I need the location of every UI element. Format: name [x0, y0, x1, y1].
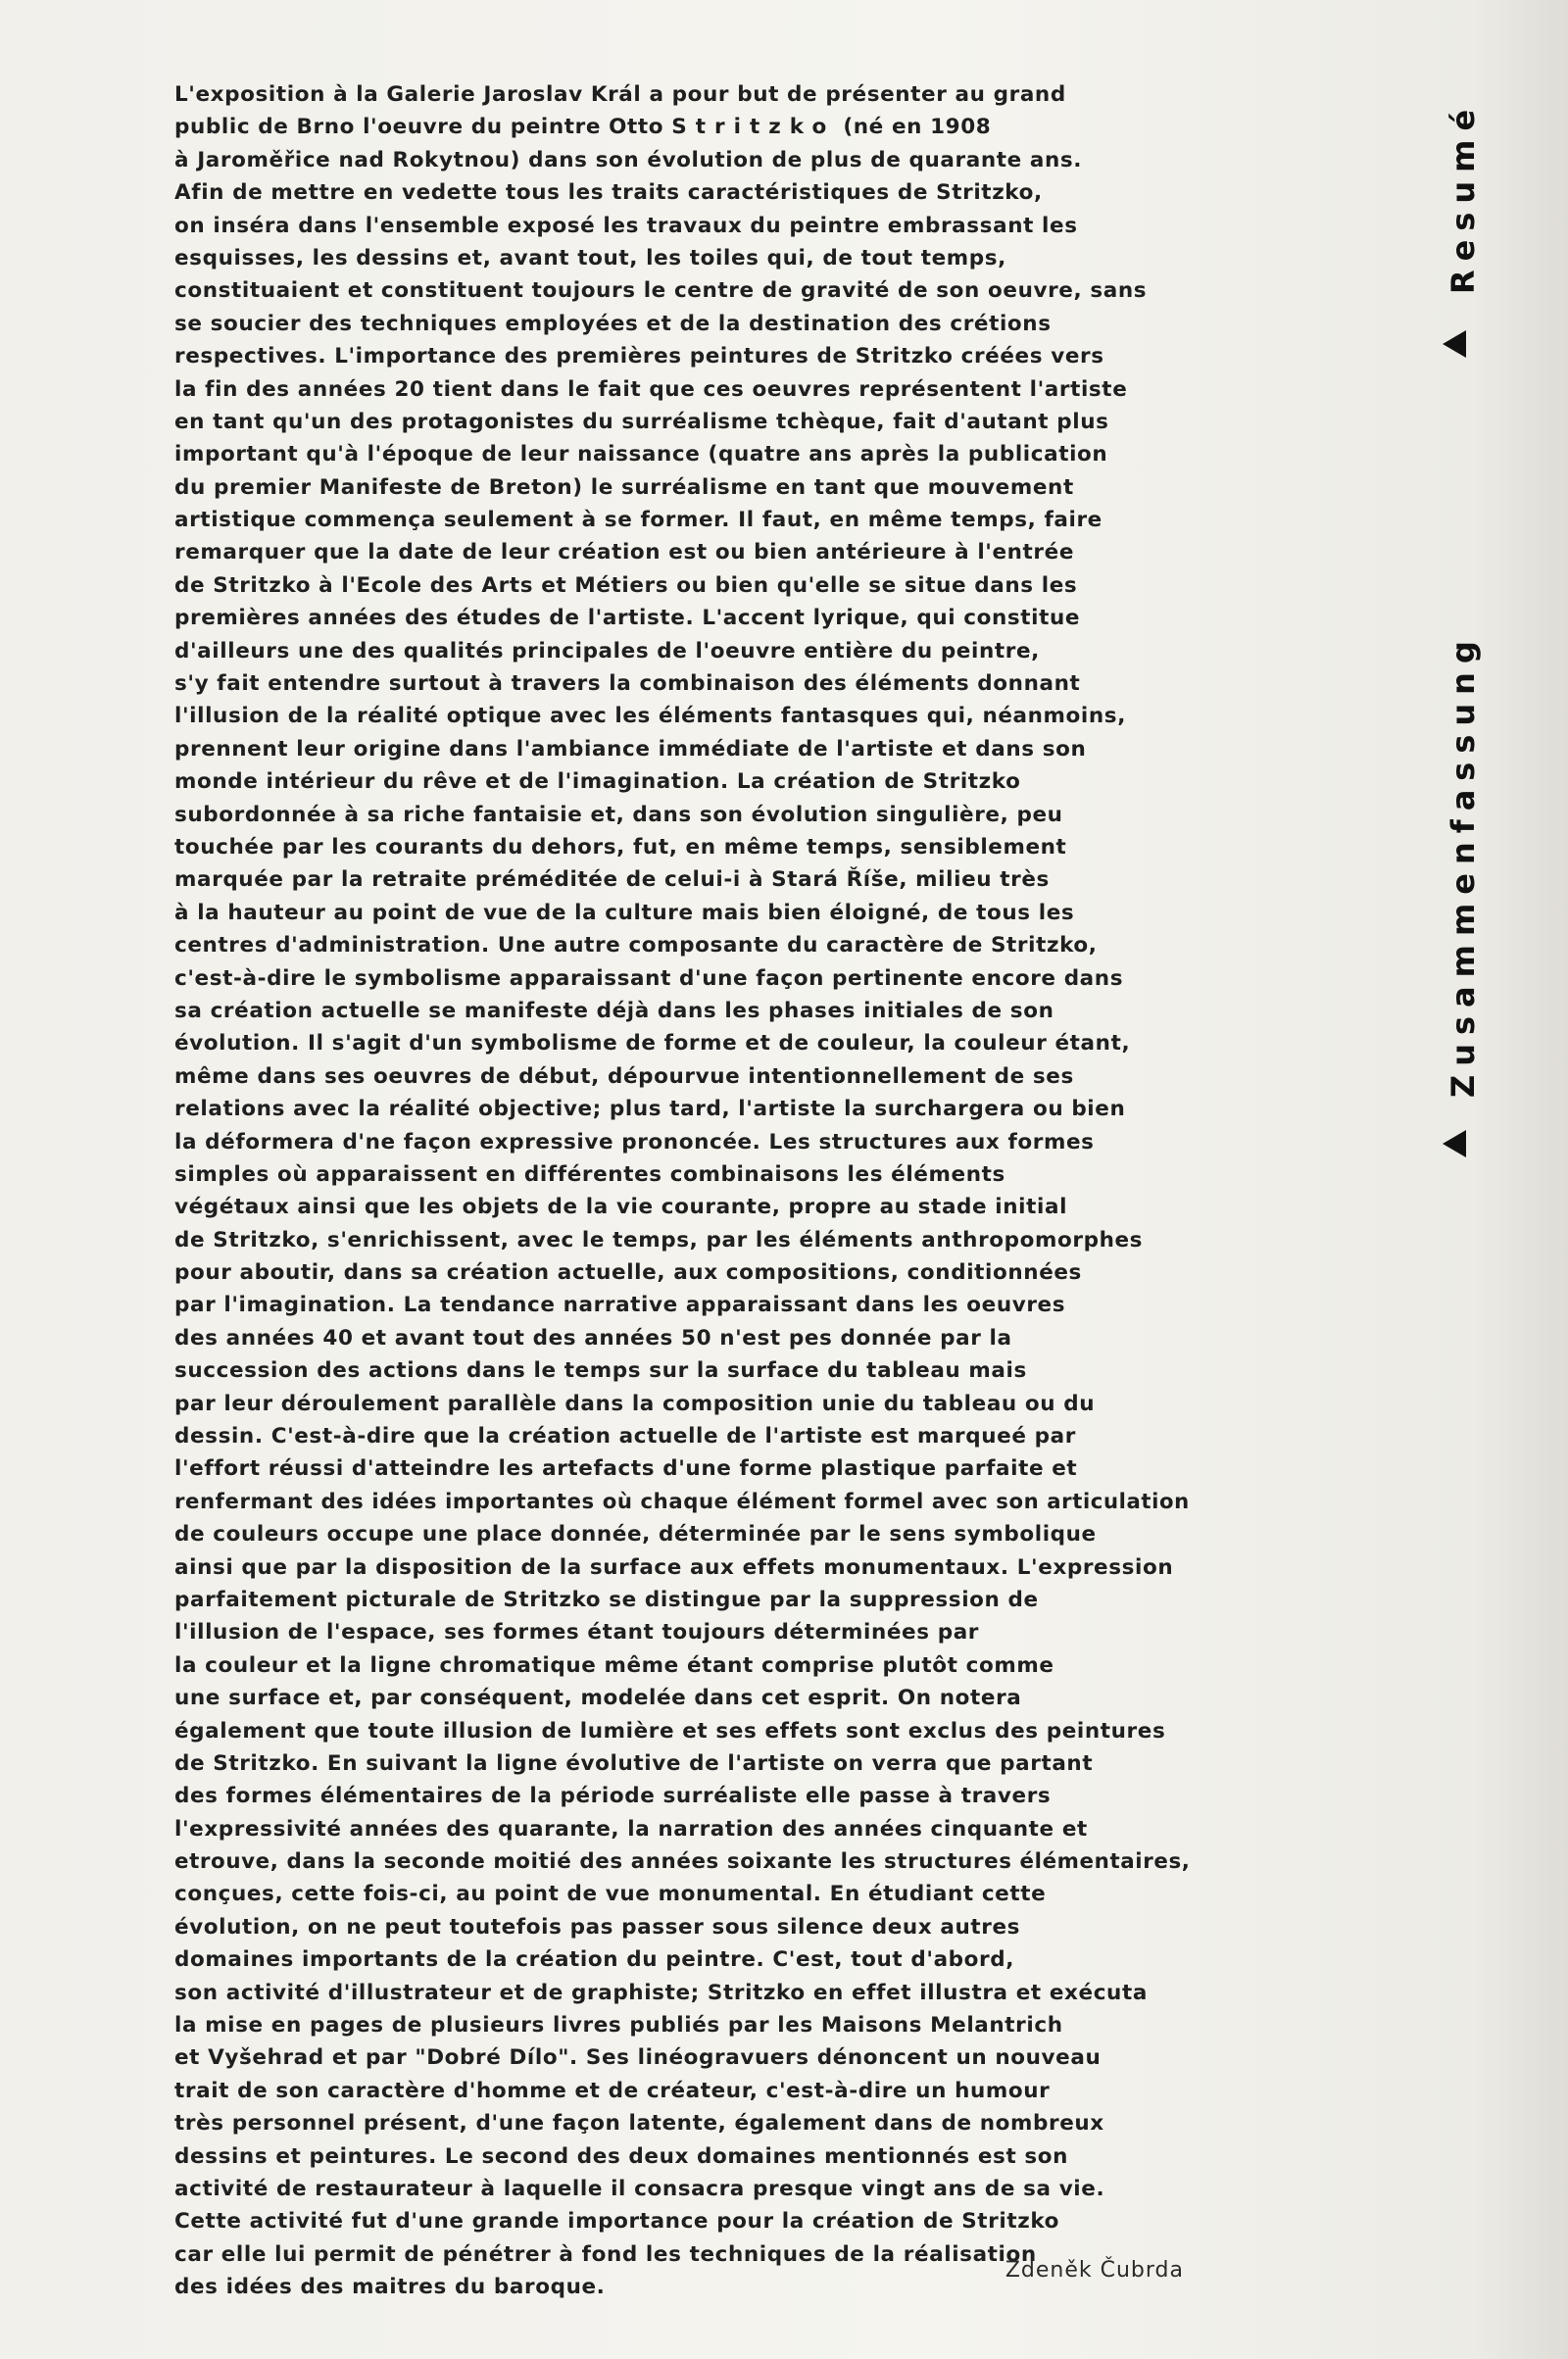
- text-run: esquisses, les dessins et, avant tout, les toiles qui, de tout temps,: [174, 245, 1006, 270]
- text-run: s'y fait entendre surtout à travers la combinaison des éléments donnant: [174, 671, 1081, 697]
- text-run: très personnel présent, d'une façon latente, également dans de nombreux: [174, 2111, 1104, 2137]
- text-run: de Stritzko, s'enrichissent, avec le temps, par les éléments anthropomorphes: [174, 1227, 1144, 1253]
- text-line: [174, 438, 1190, 470]
- text-line: [174, 831, 1190, 863]
- text-run: pour aboutir, dans sa création actuelle, aux compositions, conditionnées: [174, 1260, 1082, 1286]
- text-run: dessin. C'est-à-dire que la création actuelle de l'artiste est marqueé par: [174, 1424, 1076, 1450]
- text-line: [174, 1354, 1190, 1387]
- text-run: remarquer que la date de leur création est ou bien antérieure à l'entrée: [174, 540, 1075, 565]
- text-run: c'est-à-dire le symbolisme apparaissant d'une façon pertinente encore dans: [174, 965, 1124, 991]
- text-run: etrouve, dans la seconde moitié des années soixante les structures élémentaires,: [174, 1849, 1191, 1875]
- text-run: L'exposition à la Galerie Jaroslav Král a pour but de présenter au grand: [174, 82, 1066, 107]
- text-run: l'effort réussi d'atteindre les artefacts d'une forme plastique parfaite et: [174, 1456, 1078, 1482]
- text-run: prennent leur origine dans l'ambiance immédiate de l'artiste et dans son: [174, 736, 1087, 762]
- text-run: également que toute illusion de lumière et ses effets sont exclus des peintures: [174, 1718, 1166, 1744]
- text-line: [174, 2009, 1190, 2041]
- text-line: [174, 1256, 1190, 1289]
- text-line: [174, 863, 1190, 896]
- text-line: [174, 1060, 1190, 1093]
- text-run: conçues, cette fois-ci, au point de vue monumental. En étudiant cette: [174, 1882, 1047, 1907]
- text-line: [174, 176, 1190, 209]
- text-line: [174, 2205, 1190, 2237]
- text-run: artistique commença seulement à se former. Il faut, en même temps, faire: [174, 508, 1102, 533]
- text-line: [174, 962, 1190, 995]
- text-run: car elle lui permit de pénétrer à fond les techniques de la réalisation: [174, 2241, 1037, 2267]
- text-line: [174, 1911, 1190, 1943]
- text-line: [174, 2173, 1190, 2205]
- text-line: [174, 308, 1190, 340]
- text-run: sa création actuelle se manifeste déjà dans les phases initiales de son: [174, 998, 1054, 1023]
- text-run: parfaitement picturale de Stritzko se distingue par la suppression de: [174, 1587, 1039, 1612]
- text-run: ainsi que par la disposition de la surface aux effets monumentaux. L'expression: [174, 1554, 1174, 1580]
- side-label-zusammenfassung: Zusammenfassung: [1445, 632, 1482, 1098]
- text-run: subordonnée à sa riche fantaisie et, dans son évolution singulière, peu: [174, 802, 1063, 827]
- text-line: [174, 144, 1190, 176]
- text-line: [174, 1943, 1190, 1976]
- text-line: [174, 1224, 1190, 1256]
- text-run: des idées des maitres du baroque.: [174, 2275, 606, 2300]
- text-run: du premier Manifeste de Breton) le surréalisme en tant que mouvement: [174, 474, 1074, 500]
- text-line: [174, 667, 1190, 700]
- text-line: [174, 765, 1190, 798]
- text-run: végétaux ainsi que les objets de la vie courante, propre au stade initial: [174, 1195, 1068, 1220]
- text-run: dessins et peintures. Le second des deux domaines mentionnés est son: [174, 2143, 1069, 2169]
- text-run: la déformera d'ne façon expressive prononcée. Les structures aux formes: [174, 1129, 1095, 1155]
- text-line: [174, 2140, 1190, 2173]
- text-line: [174, 536, 1190, 568]
- text-line: [174, 111, 1190, 143]
- text-line: [174, 242, 1190, 274]
- text-run: on inséra dans l'ensemble exposé les travaux du peintre embrassant les: [174, 213, 1078, 238]
- text-run: succession des actions dans le temps sur la surface du tableau mais: [174, 1358, 1027, 1384]
- text-run: Cette activité fut d'une grande importance pour la création de Stritzko: [174, 2209, 1060, 2235]
- text-line: [174, 1158, 1190, 1191]
- side-label-resume: Resumé: [1445, 100, 1482, 294]
- text-run: renfermant des idées importantes où chaque élément formel avec son articulation: [174, 1489, 1190, 1514]
- text-run: et Vyšehrad et par "Dobré Dílo". Ses linéogravuers dénoncent un nouveau: [174, 2045, 1102, 2071]
- text-run: l'illusion de la réalité optique avec les éléments fantasques qui, néanmoins,: [174, 704, 1126, 729]
- text-line: [174, 1813, 1190, 1845]
- text-line: [174, 2075, 1190, 2107]
- text-run: à la hauteur au point de vue de la culture mais bien éloigné, de tous les: [174, 900, 1075, 925]
- text-run: des années 40 et avant tout des années 50 n'est pes donnée par la: [174, 1325, 1012, 1351]
- text-run: la couleur et la ligne chromatique même étant comprise plutôt comme: [174, 1652, 1054, 1678]
- text-run: constituaient et constituent toujours le centre de gravité de son oeuvre, sans: [174, 278, 1148, 304]
- arrow-icon-resume: [1443, 330, 1466, 358]
- text-run: se soucier des techniques employées et de la destination des crétions: [174, 311, 1052, 336]
- text-line: [174, 700, 1190, 732]
- text-line: [174, 340, 1190, 372]
- text-run: en tant qu'un des protagonistes du surréalisme tchèque, fait d'autant plus: [174, 409, 1109, 434]
- text-line: [174, 569, 1190, 602]
- text-line: [174, 471, 1190, 504]
- text-run: même dans ses oeuvres de début, dépourvue intentionnellement de ses: [174, 1063, 1074, 1089]
- text-run: de couleurs occupe une place donnée, déterminée par le sens symbolique: [174, 1522, 1097, 1548]
- text-line: [174, 1747, 1190, 1780]
- text-line: [174, 210, 1190, 242]
- author-signature: Zdeněk Čubrda: [1004, 2258, 1184, 2283]
- text-line: [174, 2041, 1190, 2074]
- text-line: [174, 1584, 1190, 1616]
- text-line: [174, 635, 1190, 667]
- text-line: [174, 78, 1190, 111]
- text-run: premières années des études de l'artiste. L'accent lyrique, qui constitue: [174, 606, 1081, 631]
- text-line: [174, 2107, 1190, 2139]
- text-line: [174, 406, 1190, 438]
- text-run: par leur déroulement parallèle dans la composition unie du tableau ou du: [174, 1391, 1096, 1416]
- text-run: d'ailleurs une des qualités principales de l'oeuvre entière du peintre,: [174, 638, 1040, 663]
- text-line: [174, 733, 1190, 765]
- text-run: une surface et, par conséquent, modelée dans cet esprit. On notera: [174, 1686, 1022, 1711]
- text-run: de Stritzko à l'Ecole des Arts et Métiers ou bien qu'elle se situe dans les: [174, 572, 1078, 598]
- text-run: évolution, on ne peut toutefois pas passer sous silence deux autres: [174, 1914, 1021, 1940]
- text-line: [174, 897, 1190, 929]
- text-run: trait de son caractère d'homme et de créateur, c'est-à-dire un humour: [174, 2078, 1051, 2103]
- text-run: de Stritzko. En suivant la ligne évolutive de l'artiste on verra que partant: [174, 1750, 1094, 1776]
- text-line: [174, 1518, 1190, 1550]
- text-line: [174, 995, 1190, 1027]
- text-line: [174, 799, 1190, 831]
- text-run: marquée par la retraite préméditée de celui-i à Stará Říše, milieu très: [174, 867, 1050, 893]
- text-line: [174, 373, 1190, 406]
- text-line: [174, 1649, 1190, 1682]
- text-line: [174, 1977, 1190, 2009]
- text-run: important qu'à l'époque de leur naissance (quatre ans après la publication: [174, 442, 1108, 467]
- text-line: [174, 1878, 1190, 1910]
- text-run: l'expressivité années des quarante, la narration des années cinquante et: [174, 1816, 1088, 1842]
- arrow-icon-zusammenfassung: [1443, 1130, 1466, 1157]
- text-run: à Jaroměřice nad Rokytnou) dans son évolution de plus de quarante ans.: [174, 147, 1083, 172]
- text-line: [174, 1093, 1190, 1125]
- text-run: activité de restaurateur à laquelle il consacra presque vingt ans de sa vie.: [174, 2177, 1105, 2201]
- text-run: simples où apparaissent en différentes combinaisons les éléments: [174, 1161, 1005, 1187]
- text-line: [174, 929, 1190, 961]
- text-run: monde intérieur du rêve et de l'imagination. La création de Stritzko: [174, 769, 1021, 795]
- text-line: [174, 1551, 1190, 1584]
- text-run: touchée par les courants du dehors, fut, en même temps, sensiblement: [174, 834, 1067, 860]
- text-line: [174, 504, 1190, 536]
- text-run: (né en 1908: [835, 115, 992, 140]
- text-line: [174, 602, 1190, 634]
- text-run: public de Brno l'oeuvre du peintre Otto: [174, 115, 672, 140]
- text-run: la fin des années 20 tient dans le fait que ces oeuvres représentent l'artiste: [174, 376, 1128, 402]
- text-run: évolution. Il s'agit d'un symbolisme de forme et de couleur, la couleur étant,: [174, 1031, 1131, 1057]
- text-line: [174, 1682, 1190, 1714]
- text-line: [174, 1845, 1191, 1878]
- text-line: [174, 1126, 1190, 1158]
- text-line: [174, 1322, 1190, 1354]
- text-run: domaines importants de la création du peintre. C'est, tout d'abord,: [174, 1947, 1014, 1973]
- text-line: [174, 1289, 1190, 1321]
- text-run: respectives. L'importance des premières peintures de Stritzko créées vers: [174, 344, 1104, 369]
- text-run: son activité d'illustrateur et de graphiste; Stritzko en effet illustra et exécuta: [174, 1980, 1148, 2005]
- text-run: Afin de mettre en vedette tous les traits caractéristiques de Stritzko,: [174, 180, 1043, 206]
- text-line: [174, 274, 1190, 307]
- text-run: la mise en pages de plusieurs livres publiés par les Maisons Melantrich: [174, 2013, 1063, 2039]
- text-run: l'illusion de l'espace, ses formes étant toujours déterminées par: [174, 1620, 979, 1646]
- text-line: [174, 1780, 1190, 1812]
- text-line: [174, 1486, 1190, 1518]
- text-line: [174, 1027, 1190, 1059]
- text-line: [174, 1715, 1190, 1747]
- text-line: [174, 1420, 1190, 1452]
- text-line: [174, 1452, 1190, 1485]
- text-run: relations avec la réalité objective; plus tard, l'artiste la surchargera ou bien: [174, 1097, 1126, 1122]
- article-body: [174, 78, 1190, 2304]
- spaced-name: Stritzko: [671, 115, 836, 140]
- text-line: [174, 1191, 1190, 1223]
- text-line: [174, 1616, 1190, 1648]
- text-line: [174, 1388, 1190, 1420]
- text-run: par l'imagination. La tendance narrative apparaissant dans les oeuvres: [174, 1293, 1066, 1318]
- text-run: centres d'administration. Une autre composante du caractère de Stritzko,: [174, 933, 1098, 958]
- text-run: des formes élémentaires de la période surréaliste elle passe à travers: [174, 1784, 1052, 1809]
